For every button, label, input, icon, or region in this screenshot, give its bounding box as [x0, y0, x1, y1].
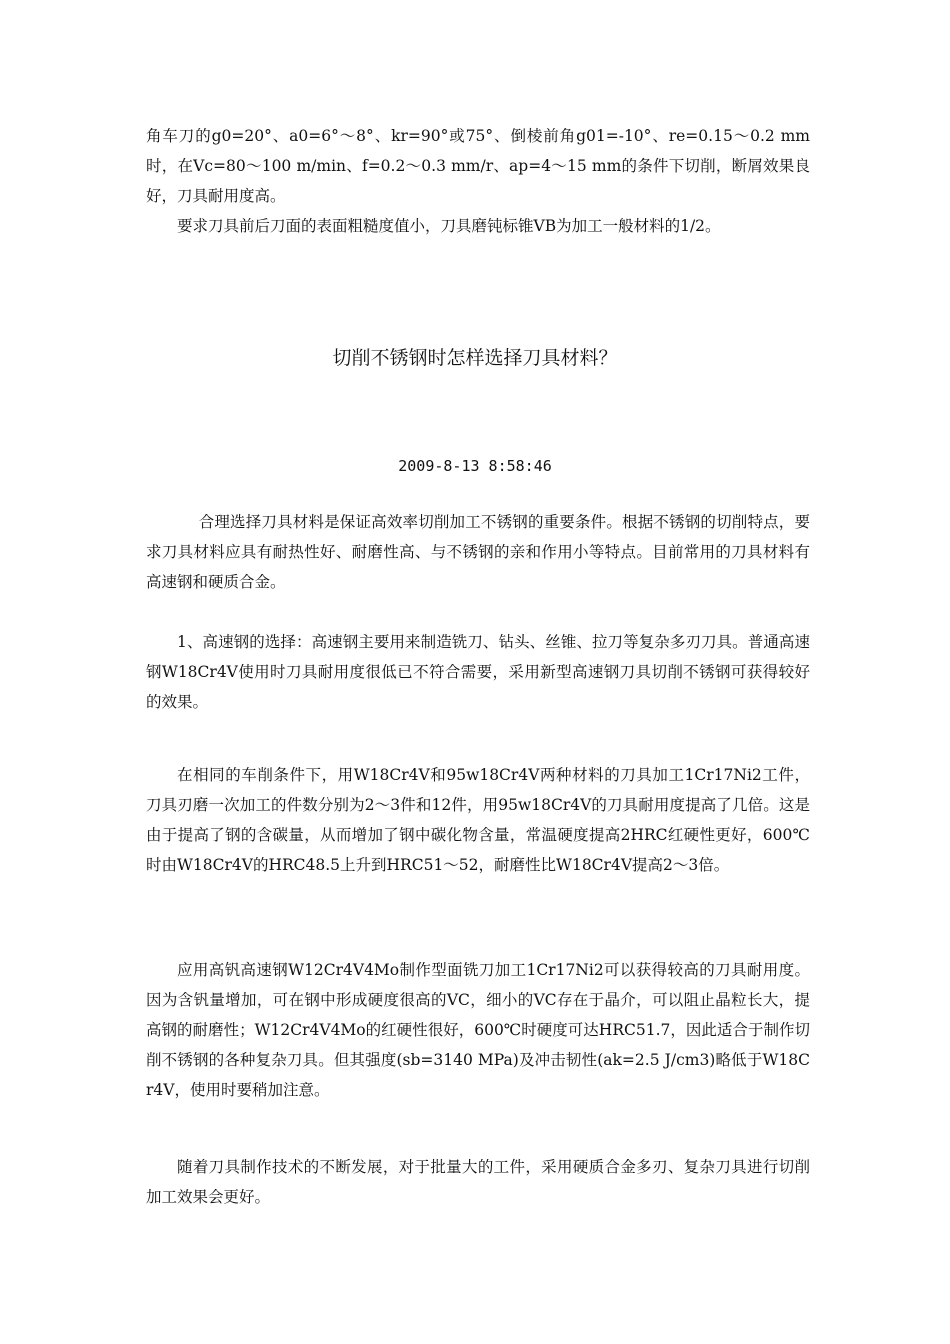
- intro-paragraph-2: 要求刀具前后刀面的表面粗糙度值小，刀具磨钝标锥VB为加工一般材料的1/2。: [177, 217, 721, 235]
- article-title: 切削不锈钢时怎样选择刀具材料？: [332, 347, 618, 369]
- intro-paragraph-1: 角车刀的g0=20°、a0=6°～8°、kr=90°或75°、倒棱前角g01=-10°、re=0.15～0.2 mm时，在Vc=80～100 m/min、f=0.2～0.3 mm/r、ap=4～15 mm的条件下切削，断屑效果良好，刀具耐用度高。: [146, 127, 810, 205]
- article-paragraph-1: 合理选择刀具材料是保证高效率切削加工不锈钢的重要条件。根据不锈钢的切削特点，要求刀具材料应具有耐热性好、耐磨性高、与不锈钢的亲和作用小等特点。目前常用的刀具材料有高速钢和硬质合金。: [146, 513, 810, 591]
- article-paragraph-3: 在相同的车削条件下，用W18Cr4V和95w18Cr4V两种材料的刀具加工1Cr17Ni2工件，刀具刃磨一次加工的件数分别为2～3件和12件，用95w18Cr4V的刀具耐用度提高了几倍。这是由于提高了钢的含碳量，从而增加了钢中碳化物含量，常温硬度提高2HRC红硬性更好，600℃时由W18Cr4V的HRC48.5上升到HRC51～52，耐磨性比W18Cr4V提高2～3倍。: [146, 766, 810, 874]
- article-paragraph-4: 应用高钒高速钢W12Cr4V4Mo制作型面铣刀加工1Cr17Ni2可以获得较高的刀具耐用度。因为含钒量增加，可在钢中形成硬度很高的VC，细小的VC存在于晶介，可以阻止晶粒长大，提高钢的耐磨性；W12Cr4V4Mo的红硬性很好，600℃时硬度可达HRC51.7，因此适合于制作切削不锈钢的各种复杂刀具。但其强度(sb=3140 MPa)及冲击韧性(ak=2.5 J/cm3)略低于W18Cr4V，使用时要稍加注意。: [146, 961, 810, 1099]
- article-paragraph-2: 1、高速钢的选择：高速钢主要用来制造铣刀、钻头、丝锥、拉刀等复杂多刃刀具。普通高速钢W18Cr4V使用时刀具耐用度很低已不符合需要，采用新型高速钢刀具切削不锈钢可获得较好的效果。: [146, 633, 810, 711]
- article-paragraph-5: 随着刀具制作技术的不断发展，对于批量大的工件，采用硬质合金多刃、复杂刀具进行切削加工效果会更好。: [146, 1158, 810, 1206]
- article-date: 2009-8-13 8:58:46: [398, 457, 552, 475]
